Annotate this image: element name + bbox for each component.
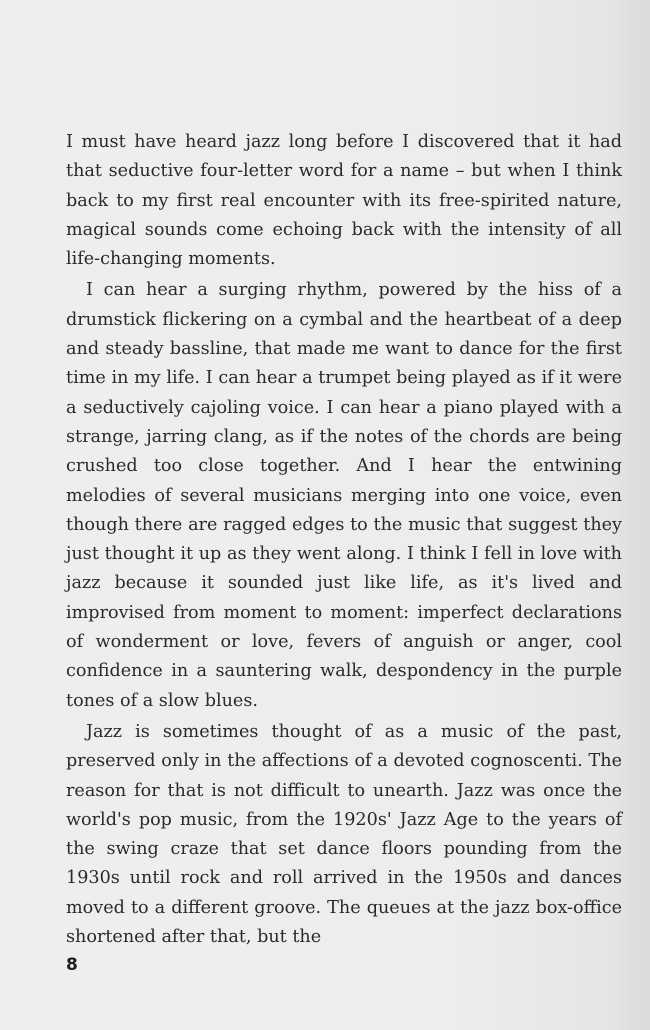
paragraph-2: I can hear a surging rhythm, powered by the hiss of a drumstick flickering on a cymbal and the heartbeat of a deep and steady bassline, that made me want to dance for the first time in my life. I can hear a trumpet being played as if it were a seductively cajoling voice. I can hear a piano played with a strange, jarring clang, as if the notes of the chords are being crushed too close together. And I hear the entwining melodies of several musicians merging into one voice, even though there are ragged edges to the music that suggest they just thought it up as they went along. I think I fell in love with jazz because it sounded just like life, as it's lived and improvised from moment to moment: imperfect declarations of wonderment or love, fevers of anguish or anger, cool confidence in a sauntering walk, despondency in the purple tones of a slow blues. (66, 280, 622, 711)
body-text (66, 128, 622, 954)
page-number: 8 (66, 955, 78, 975)
paragraph-3: Jazz is sometimes thought of as a music of the past, preserved only in the affections of a devoted cognoscenti. The reason for that is not difficult to unearth. Jazz was once the world's pop music, from the 1920s' Jazz Age to the years of the swing craze that set dance floors pounding from the 1930s until rock and roll arrived in the 1950s and dances moved to a different groove. The queues at the jazz box-office shortened after that, but the (66, 721, 622, 948)
paragraph-1: I must have heard jazz long before I discovered that it had that seductive four-letter word for a name – but when I think back to my first real encounter with its free-spirited nature, magical sounds come echoing back with the intensity of all life-changing moments. (66, 132, 622, 270)
